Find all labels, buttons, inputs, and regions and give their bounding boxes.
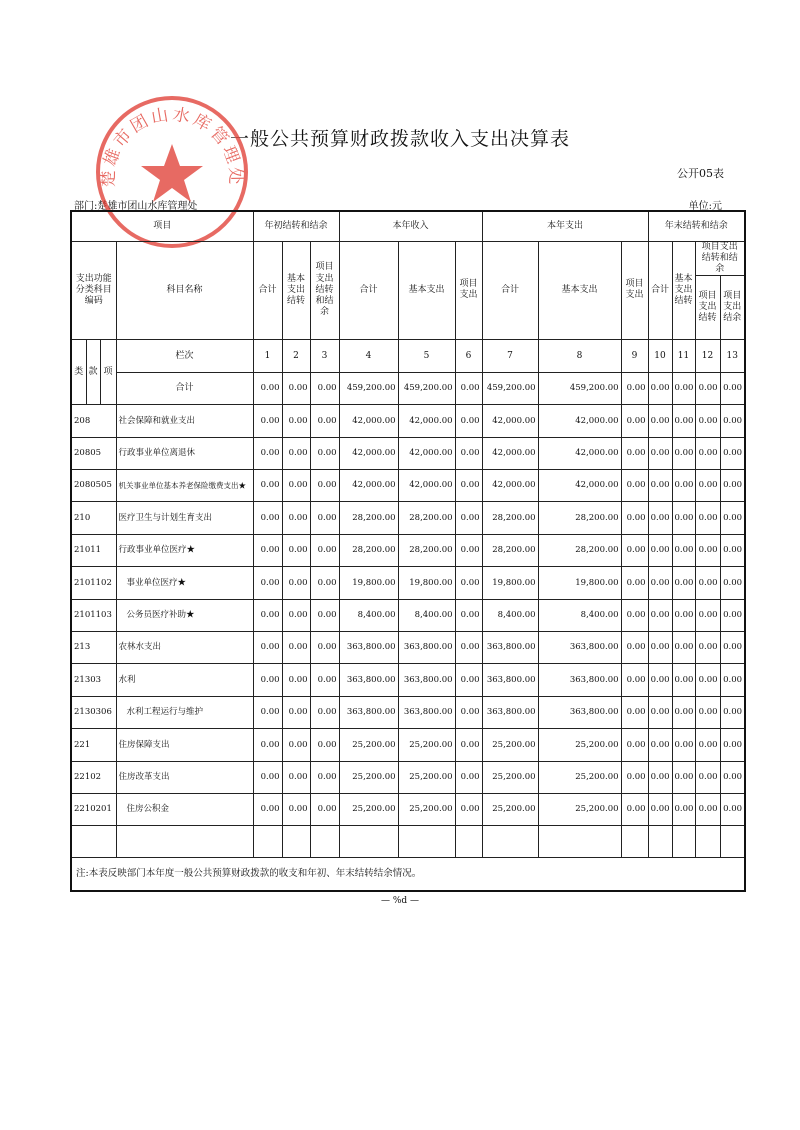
row-value: 0.00 [253,405,282,437]
header-expense: 本年支出 [482,211,648,241]
row-value: 25,200.00 [339,761,398,793]
row-value: 0.00 [720,696,745,728]
col-num: 3 [310,340,339,373]
row-code: 210 [71,502,116,534]
row-code: 2101103 [71,599,116,631]
header-end-basic: 基本支出结转 [672,241,695,340]
row-code: 20805 [71,437,116,469]
row-value: 0.00 [282,793,310,825]
row-value: 0.00 [310,793,339,825]
row-value: 0.00 [695,631,720,663]
row-value: 0.00 [455,437,482,469]
header-begin-total: 合计 [253,241,282,340]
empty-cell [310,826,339,858]
row-value: 0.00 [282,664,310,696]
row-value: 0.00 [695,729,720,761]
total-cell: 459,200.00 [339,373,398,405]
header-name: 科目名称 [116,241,253,340]
row-value: 0.00 [720,437,745,469]
row-value: 0.00 [720,534,745,566]
header-lanci: 栏次 [116,340,253,373]
row-value: 0.00 [672,437,695,469]
row-value: 0.00 [648,437,672,469]
row-value: 0.00 [253,793,282,825]
row-value: 0.00 [695,567,720,599]
row-value: 0.00 [253,599,282,631]
row-value: 28,200.00 [398,502,455,534]
table-row [71,631,745,663]
row-value: 0.00 [253,567,282,599]
total-cell: 0.00 [282,373,310,405]
row-value: 28,200.00 [538,534,621,566]
row-value: 0.00 [648,567,672,599]
row-value: 0.00 [672,664,695,696]
row-value: 0.00 [455,502,482,534]
row-value: 0.00 [310,567,339,599]
table-row [71,664,745,696]
row-value: 0.00 [455,567,482,599]
total-cell: 0.00 [648,373,672,405]
row-value: 0.00 [253,470,282,502]
row-code: 2101102 [71,567,116,599]
row-value: 0.00 [648,696,672,728]
empty-row [71,826,745,858]
row-value: 363,800.00 [398,664,455,696]
row-value: 0.00 [621,405,648,437]
row-value: 0.00 [621,761,648,793]
table-row [71,502,745,534]
total-cell: 0.00 [455,373,482,405]
row-value: 42,000.00 [339,405,398,437]
row-value: 0.00 [672,631,695,663]
row-value: 28,200.00 [538,502,621,534]
total-cell: 0.00 [672,373,695,405]
table-row [71,567,745,599]
row-value: 0.00 [621,437,648,469]
row-value: 0.00 [720,729,745,761]
row-value: 0.00 [695,534,720,566]
row-value: 0.00 [282,696,310,728]
row-value: 0.00 [695,761,720,793]
col-num: 9 [621,340,648,373]
row-value: 0.00 [621,631,648,663]
empty-cell [253,826,282,858]
page-number: — %d — [380,896,420,906]
row-value: 28,200.00 [398,534,455,566]
row-value: 0.00 [455,631,482,663]
header-row-2 [71,241,745,276]
row-value: 0.00 [672,534,695,566]
row-value: 363,800.00 [398,696,455,728]
col-num: 12 [695,340,720,373]
row-value: 0.00 [695,599,720,631]
header-code: 支出功能分类科目编码 [71,241,116,340]
row-value: 0.00 [310,664,339,696]
row-value: 42,000.00 [482,470,538,502]
row-value: 25,200.00 [339,729,398,761]
row-value: 0.00 [695,502,720,534]
row-value: 42,000.00 [398,470,455,502]
row-value: 0.00 [672,567,695,599]
header-income-basic: 基本支出 [398,241,455,340]
header-begin-balance: 年初结转和结余 [253,211,339,241]
department-label: 部门:楚雄市团山水库管理处 [74,201,198,212]
row-value: 0.00 [282,567,310,599]
total-cell: 0.00 [720,373,745,405]
row-value: 0.00 [648,793,672,825]
header-expense-basic: 基本支出 [538,241,621,340]
total-cell: 0.00 [695,373,720,405]
row-code: 221 [71,729,116,761]
row-value: 0.00 [648,729,672,761]
row-value: 0.00 [648,631,672,663]
row-value: 19,800.00 [482,567,538,599]
empty-cell [648,826,672,858]
row-value: 363,800.00 [538,664,621,696]
table-row [71,534,745,566]
header-begin-basic: 基本支出结转 [282,241,310,340]
table-row [71,729,745,761]
row-value: 0.00 [455,696,482,728]
row-value: 0.00 [455,761,482,793]
row-code: 22102 [71,761,116,793]
total-cell: 459,200.00 [538,373,621,405]
row-value: 0.00 [282,599,310,631]
form-number: 公开05表 [677,167,724,180]
row-value: 25,200.00 [339,793,398,825]
row-value: 19,800.00 [398,567,455,599]
row-value: 0.00 [310,599,339,631]
row-value: 19,800.00 [538,567,621,599]
row-value: 0.00 [621,599,648,631]
row-value: 42,000.00 [538,437,621,469]
row-value: 0.00 [621,729,648,761]
row-value: 42,000.00 [482,437,538,469]
row-value: 0.00 [648,599,672,631]
row-value: 0.00 [282,437,310,469]
header-income: 本年收入 [339,211,482,241]
row-value: 363,800.00 [538,631,621,663]
empty-cell [672,826,695,858]
row-value: 8,400.00 [482,599,538,631]
row-value: 0.00 [695,470,720,502]
total-cell: 459,200.00 [482,373,538,405]
header-lei: 类 [71,340,86,405]
row-value: 25,200.00 [538,793,621,825]
row-value: 0.00 [695,437,720,469]
table-row [71,696,745,728]
row-value: 0.00 [621,664,648,696]
row-value: 0.00 [720,664,745,696]
row-value: 25,200.00 [398,761,455,793]
row-value: 0.00 [695,696,720,728]
row-code: 208 [71,405,116,437]
row-value: 0.00 [720,631,745,663]
row-value: 0.00 [455,729,482,761]
empty-cell [339,826,398,858]
row-value: 0.00 [621,502,648,534]
row-value: 25,200.00 [482,761,538,793]
row-value: 0.00 [720,567,745,599]
row-value: 0.00 [310,437,339,469]
row-value: 0.00 [253,631,282,663]
row-value: 0.00 [282,729,310,761]
row-value: 42,000.00 [398,405,455,437]
row-value: 0.00 [648,405,672,437]
row-value: 0.00 [720,793,745,825]
row-value: 0.00 [455,793,482,825]
row-value: 0.00 [672,599,695,631]
row-value: 0.00 [253,534,282,566]
row-value: 0.00 [282,534,310,566]
row-value: 42,000.00 [339,437,398,469]
header-end-project-carry: 项目支出结转 [695,276,720,340]
empty-cell [538,826,621,858]
table-row [71,761,745,793]
row-value: 363,800.00 [398,631,455,663]
row-code: 213 [71,631,116,663]
table-row [71,470,745,502]
row-name: 行政事业单位医疗★ [116,534,253,566]
col-num: 6 [455,340,482,373]
col-num: 2 [282,340,310,373]
row-value: 363,800.00 [339,696,398,728]
row-value: 0.00 [720,761,745,793]
row-value: 0.00 [310,470,339,502]
row-value: 0.00 [621,567,648,599]
row-value: 25,200.00 [398,793,455,825]
row-value: 0.00 [648,470,672,502]
svg-text:楚雄市团山水库管理处: 楚雄市团山水库管理处 [98,104,246,188]
header-xiang: 项 [100,340,116,405]
row-code: 2080505 [71,470,116,502]
row-name: 住房保障支出 [116,729,253,761]
row-value: 0.00 [648,664,672,696]
row-value: 0.00 [253,696,282,728]
row-value: 0.00 [310,761,339,793]
row-value: 0.00 [621,696,648,728]
empty-cell [482,826,538,858]
row-name: 医疗卫生与计划生育支出 [116,502,253,534]
row-value: 42,000.00 [482,405,538,437]
row-value: 0.00 [310,405,339,437]
row-value: 25,200.00 [538,729,621,761]
row-value: 0.00 [310,696,339,728]
row-value: 8,400.00 [398,599,455,631]
table-note: 注:本表反映部门本年度一般公共预算财政拨款的收支和年初、年末结转结余情况。 [71,858,745,891]
row-name: 公务员医疗补助★ [116,599,253,631]
row-value: 0.00 [455,599,482,631]
row-value: 0.00 [621,793,648,825]
row-value: 0.00 [648,502,672,534]
row-value: 19,800.00 [339,567,398,599]
row-value: 28,200.00 [482,534,538,566]
header-expense-total: 合计 [482,241,538,340]
empty-cell [71,826,116,858]
row-value: 0.00 [720,599,745,631]
row-value: 0.00 [648,761,672,793]
empty-cell [695,826,720,858]
row-value: 363,800.00 [339,664,398,696]
row-name: 机关事业单位基本养老保险缴费支出★ [116,470,253,502]
row-value: 28,200.00 [482,502,538,534]
unit-label: 单位:元 [688,201,722,212]
empty-cell [621,826,648,858]
row-value: 42,000.00 [538,470,621,502]
row-value: 0.00 [720,405,745,437]
empty-cell [116,826,253,858]
page-title: 一般公共预算财政拨款收入支出决算表 [229,128,570,150]
row-value: 0.00 [253,729,282,761]
row-value: 0.00 [672,729,695,761]
row-name: 行政事业单位离退休 [116,437,253,469]
row-value: 0.00 [282,405,310,437]
row-value: 25,200.00 [482,793,538,825]
row-value: 0.00 [672,502,695,534]
row-value: 0.00 [455,534,482,566]
header-expense-project: 项目支出 [621,241,648,340]
row-value: 0.00 [282,502,310,534]
row-value: 0.00 [672,405,695,437]
row-value: 0.00 [695,793,720,825]
row-value: 0.00 [310,534,339,566]
row-value: 0.00 [720,470,745,502]
total-row [71,373,745,405]
empty-cell [455,826,482,858]
row-value: 0.00 [253,664,282,696]
row-value: 363,800.00 [339,631,398,663]
row-value: 42,000.00 [339,470,398,502]
table-row [71,405,745,437]
row-code: 2210201 [71,793,116,825]
empty-cell [720,826,745,858]
header-end-total: 合计 [648,241,672,340]
budget-table [70,210,746,892]
row-value: 0.00 [621,470,648,502]
row-value: 8,400.00 [339,599,398,631]
row-name: 事业单位医疗★ [116,567,253,599]
row-value: 0.00 [282,761,310,793]
row-value: 0.00 [695,664,720,696]
row-value: 42,000.00 [538,405,621,437]
row-value: 25,200.00 [398,729,455,761]
row-value: 0.00 [253,502,282,534]
row-value: 363,800.00 [482,631,538,663]
row-value: 0.00 [282,470,310,502]
row-value: 0.00 [455,405,482,437]
row-value: 0.00 [672,793,695,825]
row-code: 2130306 [71,696,116,728]
row-value: 0.00 [310,631,339,663]
row-value: 0.00 [648,534,672,566]
row-value: 0.00 [455,664,482,696]
row-value: 0.00 [282,631,310,663]
row-value: 28,200.00 [339,502,398,534]
row-value: 363,800.00 [538,696,621,728]
header-project: 项目 [71,211,253,241]
header-row-1 [71,211,745,241]
empty-cell [398,826,455,858]
row-name: 住房公积金 [116,793,253,825]
row-value: 8,400.00 [538,599,621,631]
row-value: 0.00 [253,761,282,793]
header-income-project: 项目支出 [455,241,482,340]
row-value: 28,200.00 [339,534,398,566]
row-value: 0.00 [672,696,695,728]
header-end-balance: 年末结转和结余 [648,211,745,241]
table-row [71,599,745,631]
row-value: 0.00 [720,502,745,534]
column-number-row [71,340,745,373]
row-value: 0.00 [310,502,339,534]
col-num: 7 [482,340,538,373]
col-num: 5 [398,340,455,373]
row-code: 21303 [71,664,116,696]
col-num: 1 [253,340,282,373]
col-num: 13 [720,340,745,373]
header-begin-project: 项目支出结转和结余 [310,241,339,340]
row-value: 25,200.00 [538,761,621,793]
total-cell: 0.00 [621,373,648,405]
row-value: 42,000.00 [398,437,455,469]
total-cell: 459,200.00 [398,373,455,405]
row-value: 0.00 [621,534,648,566]
row-value: 0.00 [253,437,282,469]
header-end-project-balance: 项目支出结余 [720,276,745,340]
row-value: 0.00 [310,729,339,761]
row-value: 0.00 [695,405,720,437]
total-cell: 0.00 [310,373,339,405]
header-end-project: 项目支出结转和结余 [695,241,745,276]
col-num: 11 [672,340,695,373]
row-value: 0.00 [672,761,695,793]
col-num: 8 [538,340,621,373]
table-row [71,437,745,469]
header-income-total: 合计 [339,241,398,340]
row-value: 25,200.00 [482,729,538,761]
col-num: 4 [339,340,398,373]
header-kuan: 款 [86,340,100,405]
row-name: 社会保障和就业支出 [116,405,253,437]
row-name: 水利 [116,664,253,696]
row-value: 0.00 [455,470,482,502]
row-code: 21011 [71,534,116,566]
row-value: 363,800.00 [482,696,538,728]
row-value: 363,800.00 [482,664,538,696]
col-num: 10 [648,340,672,373]
row-name: 住房改革支出 [116,761,253,793]
row-name: 水利工程运行与维护 [116,696,253,728]
total-label: 合计 [116,373,253,405]
empty-cell [282,826,310,858]
row-value: 0.00 [672,470,695,502]
total-cell: 0.00 [253,373,282,405]
row-name: 农林水支出 [116,631,253,663]
table-row [71,793,745,825]
note-row [71,858,745,891]
